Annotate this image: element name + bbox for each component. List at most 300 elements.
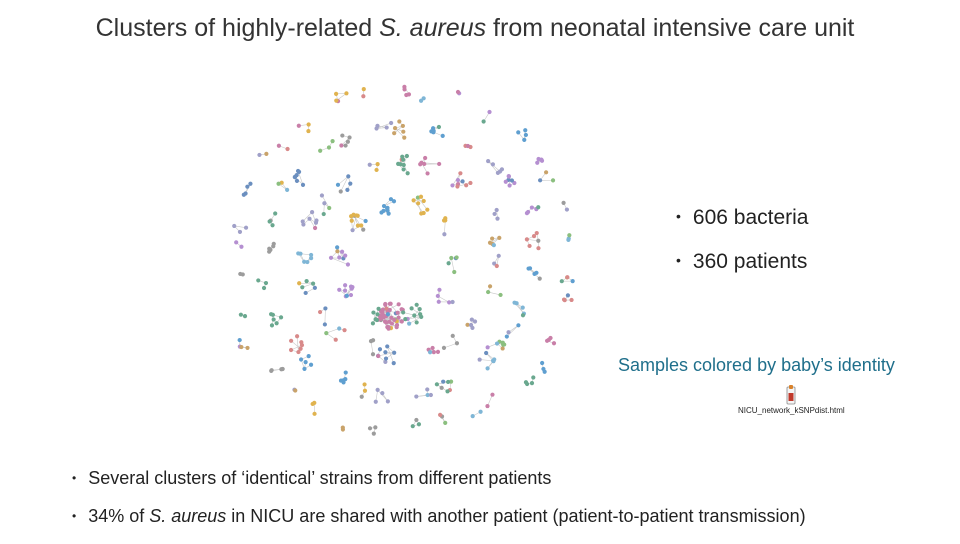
network-node [298, 252, 302, 256]
network-node [450, 183, 454, 187]
network-node [363, 389, 367, 393]
network-node [497, 236, 501, 240]
network-node [393, 126, 397, 130]
network-node [241, 272, 245, 276]
network-node [407, 322, 411, 326]
network-node [438, 413, 442, 417]
network-node [289, 348, 293, 352]
network-node [442, 232, 446, 236]
network-node [390, 321, 394, 325]
network-node [544, 170, 548, 174]
network-node [567, 233, 571, 237]
network-node [455, 341, 459, 345]
network-node [339, 189, 343, 193]
network-node [256, 278, 260, 282]
cluster-network-diagram [200, 70, 600, 460]
network-node [428, 350, 432, 354]
title-text: Clusters of highly-related [96, 14, 379, 42]
network-node [506, 330, 510, 334]
network-node [431, 130, 435, 134]
network-node [322, 212, 326, 216]
network-node [491, 162, 495, 166]
network-node [486, 290, 490, 294]
network-node [482, 119, 486, 123]
network-node [368, 426, 372, 430]
network-node [295, 334, 299, 338]
network-node [412, 313, 416, 317]
network-node [293, 388, 297, 392]
network-node [530, 205, 534, 209]
network-node [414, 394, 418, 398]
network-node [239, 345, 243, 349]
network-node [309, 363, 313, 367]
network-node [447, 261, 451, 265]
network-node [452, 270, 456, 274]
network-node [243, 314, 247, 318]
network-node [437, 288, 441, 292]
network-node [384, 356, 388, 360]
network-node [449, 256, 453, 260]
network-node [336, 183, 340, 187]
network-node [277, 144, 281, 148]
stat-patients [676, 250, 809, 294]
network-node [302, 260, 306, 264]
network-node [473, 319, 477, 323]
network-node [335, 245, 339, 249]
network-node [232, 224, 236, 228]
network-node [318, 149, 322, 153]
network-node [322, 201, 326, 205]
network-node [349, 293, 353, 297]
network-node [456, 90, 460, 94]
network-node [383, 302, 387, 306]
network-node [418, 162, 422, 166]
network-node [535, 161, 539, 165]
network-node [379, 210, 383, 214]
network-node [281, 367, 285, 371]
finding-italic-species: S. aureus [149, 506, 226, 526]
network-node [510, 178, 514, 182]
network-node [497, 254, 501, 258]
network-node [360, 395, 364, 399]
network-node [368, 163, 372, 167]
network-node [320, 193, 324, 197]
network-node [571, 279, 575, 283]
network-node [378, 347, 382, 351]
network-node [451, 334, 455, 338]
network-node [566, 238, 570, 242]
network-node [238, 338, 242, 342]
network-node [460, 179, 464, 183]
network-node [410, 306, 414, 310]
network-node [364, 219, 368, 223]
network-node [455, 184, 459, 188]
network-node [418, 312, 422, 316]
network-node [419, 211, 423, 215]
finding-text: 34% of [88, 506, 149, 526]
network-node [437, 300, 441, 304]
network-node [402, 135, 406, 139]
network-node [299, 340, 303, 344]
network-node [471, 414, 475, 418]
network-node [337, 255, 341, 259]
network-node [307, 354, 311, 358]
finding-item [72, 506, 806, 544]
network-node [425, 171, 429, 175]
network-node [512, 301, 516, 305]
network-node [401, 130, 405, 134]
network-node [309, 256, 313, 260]
network-node [441, 134, 445, 138]
network-node [318, 310, 322, 314]
network-node [430, 346, 434, 350]
network-node [334, 98, 338, 102]
network-node [429, 393, 433, 397]
title-text-end: from neonatal intensive care unit [486, 14, 854, 42]
title-italic-species: S. aureus [379, 14, 486, 42]
network-node [376, 354, 380, 358]
network-node [275, 321, 279, 325]
network-node [337, 326, 341, 330]
network-node [383, 350, 387, 354]
network-node [536, 246, 540, 250]
stat-patients-text: 360 patients [693, 250, 807, 273]
network-node [495, 264, 499, 268]
network-node [392, 351, 396, 355]
network-node [507, 183, 511, 187]
network-node [335, 249, 339, 253]
network-node [323, 322, 327, 326]
network-node [522, 138, 526, 142]
file-link-label[interactable]: NICU_network_kSNPdist.html [738, 406, 845, 415]
network-node [450, 300, 454, 304]
network-node [346, 262, 350, 266]
network-node [299, 347, 303, 351]
network-node [343, 377, 347, 381]
network-node [344, 370, 348, 374]
network-node [248, 182, 252, 186]
network-node [264, 152, 268, 156]
network-node [311, 282, 315, 286]
network-node [362, 382, 366, 386]
network-node [552, 341, 556, 345]
network-node [270, 323, 274, 327]
network-node [486, 345, 490, 349]
network-node [374, 168, 378, 172]
network-node [445, 389, 449, 393]
network-node [373, 425, 377, 429]
network-node [401, 167, 405, 171]
network-node [392, 131, 396, 135]
network-node [314, 218, 318, 222]
network-node [485, 404, 489, 408]
network-node [384, 320, 388, 324]
network-node [327, 206, 331, 210]
network-node [339, 143, 343, 147]
network-node [297, 170, 301, 174]
network-node [388, 302, 392, 306]
network-node [415, 320, 419, 324]
network-node [516, 130, 520, 134]
network-node [523, 128, 527, 132]
network-node [262, 286, 266, 290]
network-node [526, 210, 530, 214]
network-node [504, 180, 508, 184]
bullet-dot: • [676, 208, 681, 224]
network-node [516, 323, 520, 327]
network-node [299, 357, 303, 361]
network-node [406, 171, 410, 175]
network-node [334, 92, 338, 96]
network-node [362, 87, 366, 91]
network-node [340, 133, 344, 137]
network-edge [325, 308, 326, 324]
network-node [386, 399, 390, 403]
network-node [327, 145, 331, 149]
network-node [432, 350, 436, 354]
network-node [372, 432, 376, 436]
network-node [371, 310, 375, 314]
network-node [268, 219, 272, 223]
network-node [257, 153, 261, 157]
network-node [565, 207, 569, 211]
network-node [340, 250, 344, 254]
bullet-dot: • [676, 252, 681, 268]
network-node [395, 323, 399, 327]
network-node [323, 306, 327, 310]
network-node [484, 351, 488, 355]
network-node [269, 369, 273, 373]
network-node [273, 211, 277, 215]
network-node [285, 188, 289, 192]
network-node [313, 226, 317, 230]
network-node [456, 178, 460, 182]
network-node [548, 336, 552, 340]
stat-bacteria [676, 206, 809, 250]
network-node [440, 386, 444, 390]
network-node [343, 289, 347, 293]
network-node [285, 147, 289, 151]
network-node [492, 243, 496, 247]
network-node [381, 308, 385, 312]
network-node [536, 205, 540, 209]
network-node [543, 370, 547, 374]
network-node [530, 381, 534, 385]
network-node [525, 237, 529, 241]
network-node [329, 256, 333, 260]
network-node [404, 93, 408, 97]
network-node [401, 310, 405, 314]
network-node [562, 297, 566, 301]
network-node [443, 421, 447, 425]
network-node [330, 139, 334, 143]
network-node [412, 198, 416, 202]
network-node [422, 199, 426, 203]
network-node [324, 331, 328, 335]
network-node [561, 201, 565, 205]
network-node [359, 223, 363, 227]
stat-bacteria-text: 606 bacteria [693, 206, 809, 229]
network-node [468, 181, 472, 185]
network-node [401, 124, 405, 128]
network-node [405, 154, 409, 158]
network-node [342, 328, 346, 332]
network-node [385, 206, 389, 210]
network-node [495, 208, 499, 212]
network-node [436, 294, 440, 298]
network-node [375, 318, 379, 322]
findings-list [72, 468, 806, 544]
network-node [349, 214, 353, 218]
network-node [276, 182, 280, 186]
network-edge [387, 346, 393, 363]
network-node [442, 218, 446, 222]
network-node [403, 317, 407, 321]
network-node [401, 158, 405, 162]
network-node [435, 382, 439, 386]
network-node [385, 344, 389, 348]
network-node [422, 162, 426, 166]
network-node [334, 338, 338, 342]
network-node [565, 275, 569, 279]
network-node [343, 283, 347, 287]
network-node [307, 122, 311, 126]
network-edge [451, 258, 454, 272]
network-node [536, 239, 540, 243]
network-node [478, 357, 482, 361]
network-node [300, 285, 304, 289]
network-edge [297, 336, 298, 352]
network-node [312, 401, 316, 405]
network-node [458, 171, 462, 175]
finding-item [72, 468, 806, 506]
network-node [524, 133, 528, 137]
network-node [524, 380, 528, 384]
color-legend-caption: Samples colored by baby’s identity [618, 355, 895, 376]
network-node [347, 135, 351, 139]
network-node [301, 183, 305, 187]
network-node [371, 321, 375, 325]
bullet-dot: • [72, 509, 76, 523]
network-node [238, 230, 242, 234]
network-node [538, 276, 542, 280]
finding-text: in NICU are shared with another patient (patient-to-patient transmission) [226, 506, 805, 526]
network-node [487, 110, 491, 114]
network-node [245, 185, 249, 189]
network-node [343, 254, 347, 258]
network-node [269, 312, 273, 316]
network-node [239, 245, 243, 249]
network-node [305, 279, 309, 283]
network-node [521, 305, 525, 309]
network-node [466, 144, 470, 148]
network-node [374, 400, 378, 404]
network-node [425, 208, 429, 212]
network-node [498, 293, 502, 297]
page-title [0, 14, 950, 43]
network-node [386, 327, 390, 331]
network-node [337, 288, 341, 292]
network-node [486, 159, 490, 163]
network-node [569, 298, 573, 302]
network-node [441, 380, 445, 384]
network-node [388, 308, 392, 312]
bullet-dot: • [72, 471, 76, 485]
network-node [272, 242, 276, 246]
network-node [540, 361, 544, 365]
network-node [239, 313, 243, 317]
network-node [469, 323, 473, 327]
network-node [488, 284, 492, 288]
network-node [297, 281, 301, 285]
network-node [490, 236, 494, 240]
network-node [455, 255, 459, 259]
network-node [442, 346, 446, 350]
network-node [415, 303, 419, 307]
network-node [411, 424, 415, 428]
network-node [437, 125, 441, 129]
network-node [419, 195, 423, 199]
network-node [505, 334, 509, 338]
network-node [345, 188, 349, 192]
network-node [379, 316, 383, 320]
network-node [344, 91, 348, 95]
network-node [414, 418, 418, 422]
network-node [307, 217, 311, 221]
network-node [531, 375, 535, 379]
network-node [495, 217, 499, 221]
network-node [244, 226, 248, 230]
network-node [423, 156, 427, 160]
network-node [376, 388, 380, 392]
network-node [385, 125, 389, 129]
network-node [425, 387, 429, 391]
network-node [535, 231, 539, 235]
network-node [268, 248, 272, 252]
network-node [526, 266, 530, 270]
network-node [501, 346, 505, 350]
network-node [376, 307, 380, 311]
network-node [392, 199, 396, 203]
html-file-icon[interactable] [786, 385, 796, 405]
network-node [376, 162, 380, 166]
network-node [527, 244, 531, 248]
network-node [521, 313, 525, 317]
network-node [560, 279, 564, 283]
network-node [492, 357, 496, 361]
network-node [492, 212, 496, 216]
network-node [488, 241, 492, 245]
network-node [551, 178, 555, 182]
network-node [375, 312, 379, 316]
network-node [361, 94, 365, 98]
network-node [234, 240, 238, 244]
network-node [345, 294, 349, 298]
network-node [304, 360, 308, 364]
network-node [396, 316, 400, 320]
network-node [341, 427, 345, 431]
network-node [272, 317, 276, 321]
network-node [312, 412, 316, 416]
network-node [297, 124, 301, 128]
network-node [310, 210, 314, 214]
network-node [389, 121, 393, 125]
network-node [566, 293, 570, 297]
stats-list [676, 206, 809, 294]
network-node [374, 126, 378, 130]
network-node [446, 380, 450, 384]
network-node [534, 271, 538, 275]
